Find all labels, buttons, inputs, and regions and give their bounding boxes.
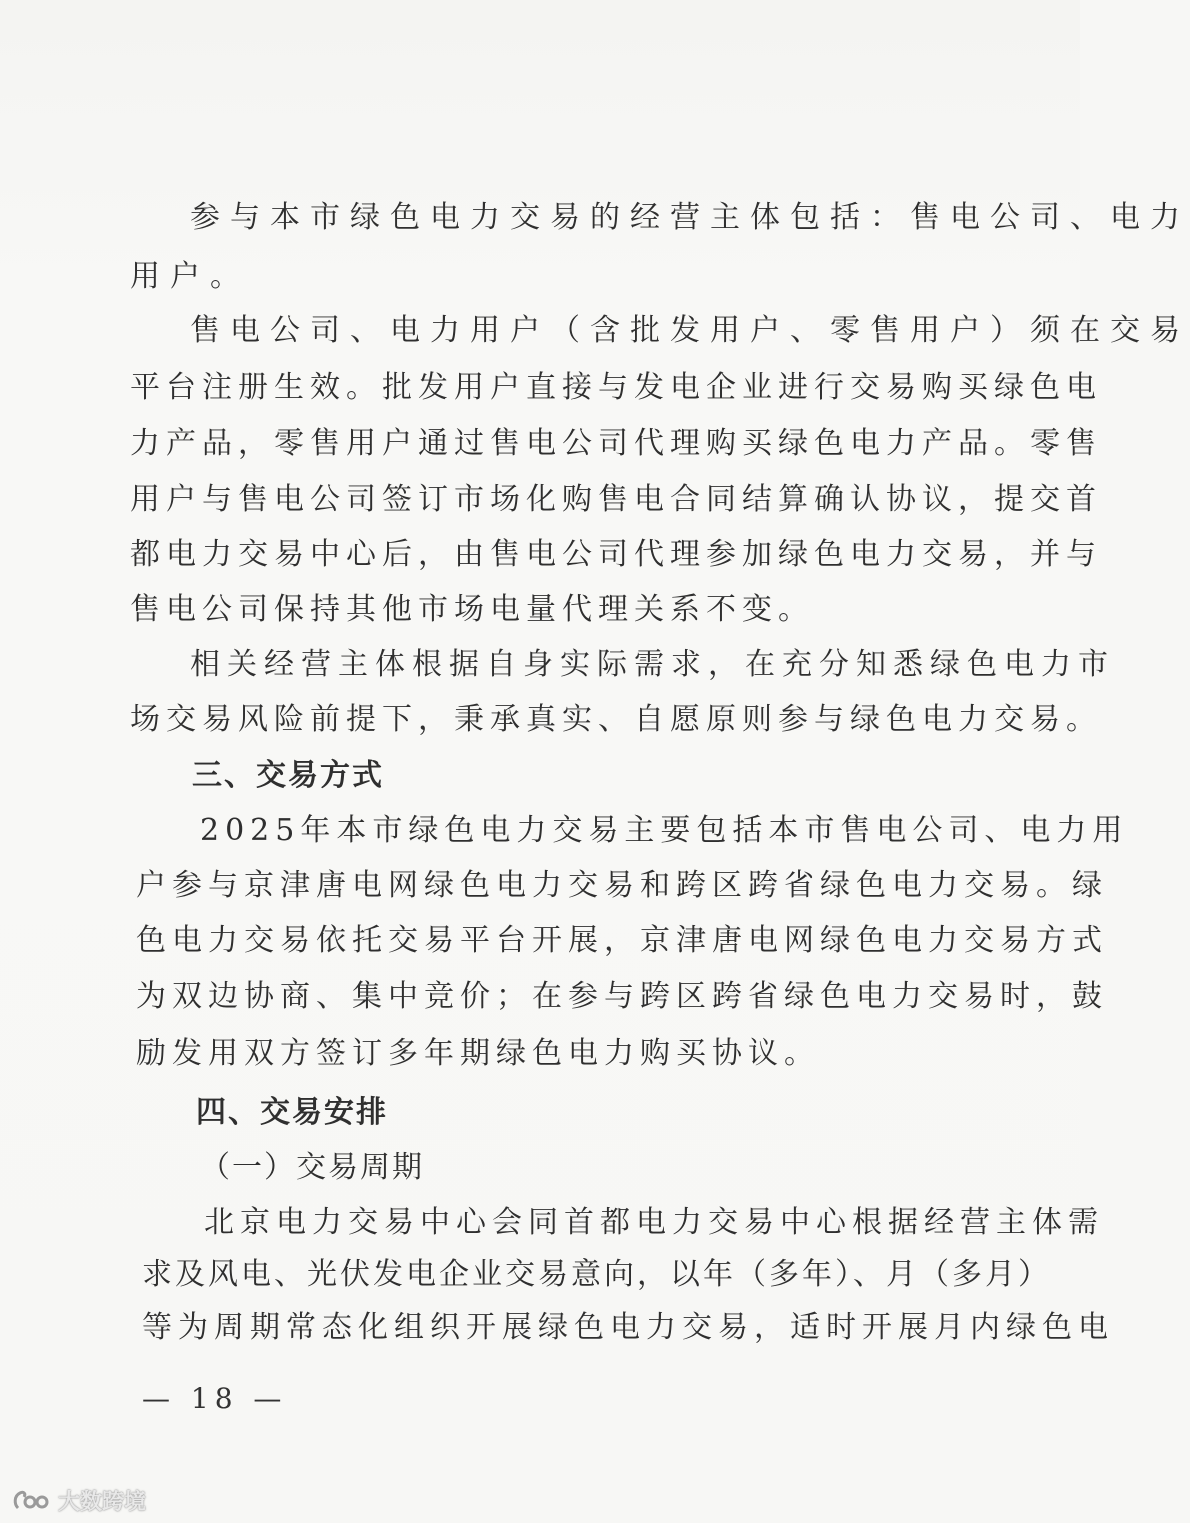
paragraph-line-1: 参与本市绿色电力交易的经营主体包括：售电公司、电力 (190, 200, 1190, 235)
paragraph-line-7: 都电力交易中心后，由售电公司代理参加绿色电力交易，并与 (130, 537, 1102, 572)
paragraph-line-9: 相关经营主体根据自身实际需求，在充分知悉绿色电力市 (190, 647, 1115, 682)
paragraph-line-11: 2025年本市绿色电力交易主要包括本市售电公司、电力用 (200, 813, 1129, 848)
paragraph-line-6: 用户与售电公司签订市场化购售电合同结算确认协议，提交首 (130, 482, 1102, 517)
paragraph-line-17: 求及风电、光伏发电企业交易意向，以年（多年）、月（多月） (142, 1257, 1051, 1292)
paragraph-line-2: 用户。 (130, 259, 250, 294)
paragraph-line-10: 场交易风险前提下，秉承真实、自愿原则参与绿色电力交易。 (130, 702, 1102, 737)
watermark (12, 1486, 146, 1514)
paragraph-line-4: 平台注册生效。批发用户直接与发电企业进行交易购买绿色电 (130, 370, 1102, 405)
watermark-text: 大数跨境 (58, 1489, 147, 1515)
page-number: — 18 — (142, 1382, 288, 1415)
paragraph-line-15: 励发用双方签订多年期绿色电力购买协议。 (136, 1036, 820, 1071)
paragraph-line-16: 北京电力交易中心会同首都电力交易中心根据经营主体需 (204, 1205, 1104, 1240)
watermark-logo-icon (12, 1488, 52, 1512)
paragraph-line-18: 等为周期常态化组织开展绿色电力交易，适时开展月内绿色电 (142, 1310, 1114, 1345)
paragraph-line-13: 色电力交易依托交易平台开展，京津唐电网绿色电力交易方式 (136, 923, 1108, 958)
paragraph-line-14: 为双边协商、集中竞价；在参与跨区跨省绿色电力交易时，鼓 (136, 979, 1108, 1014)
paragraph-line-5: 力产品，零售用户通过售电公司代理购买绿色电力产品。零售 (130, 426, 1102, 461)
paragraph-line-3: 售电公司、电力用户（含批发用户、零售用户）须在交易 (190, 313, 1190, 348)
paragraph-line-12: 户参与京津唐电网绿色电力交易和跨区跨省绿色电力交易。绿 (136, 868, 1108, 903)
subsection-heading-1: （一）交易周期 (200, 1150, 424, 1185)
paragraph-line-8: 售电公司保持其他市场电量代理关系不变。 (130, 592, 814, 627)
section-heading-3: 三、交易方式 (192, 758, 384, 793)
section-heading-4: 四、交易安排 (196, 1095, 388, 1130)
